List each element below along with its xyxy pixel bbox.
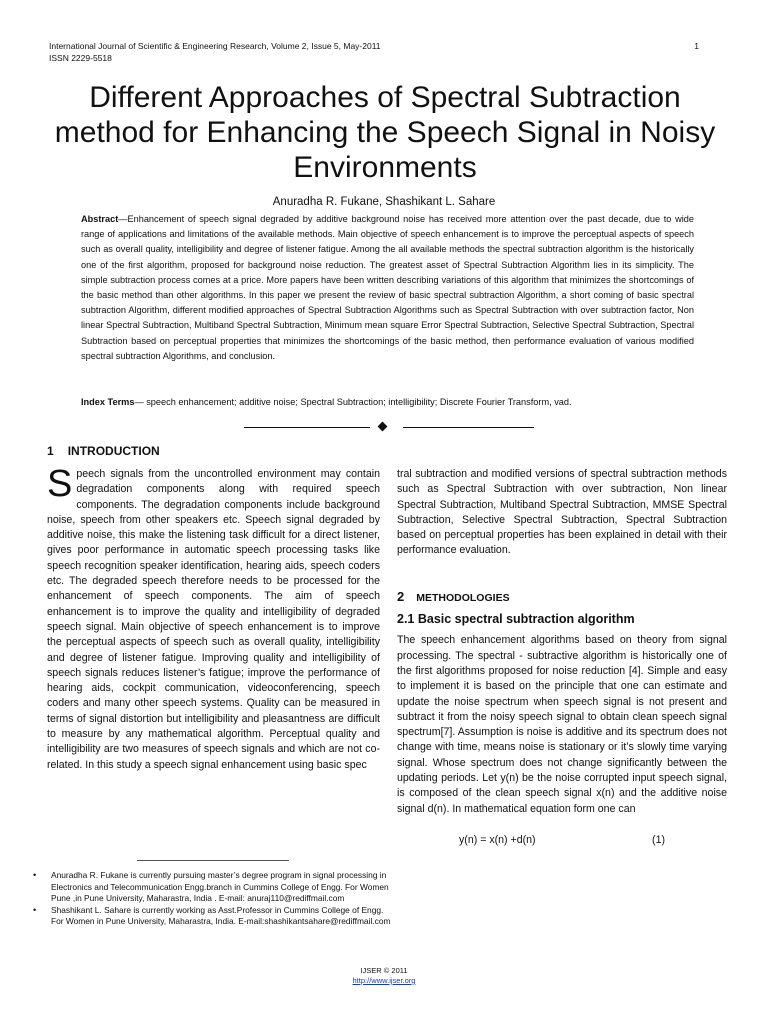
- section-number: 1: [47, 444, 54, 458]
- footnote-item: [33, 870, 393, 905]
- section-divider: [0, 422, 768, 434]
- abstract: [81, 212, 694, 364]
- journal-link[interactable]: http://www.ijser.org: [352, 976, 416, 985]
- abstract-text: —Enhancement of speech signal degraded by additive background noise has received more attention over the past decade, due to wide range of applications and limitations of the available methods. Main objective of speech enhancement is to improve the perceptual aspects of speech such as overall quality, intelligibility and degree of listener fatigue. Among the all available methods the spectral subtraction algorithm is the historically one of the first algorithm, proposed for background noise reduction. The greatest asset of Spectral Subtraction Algorithm lies in its simplicity. The simple subtraction process comes at a price. More papers have been written describing variations of this algorithm that minimizes the shortcomings of the basic method than other algorithms. In this paper we present the review of basic spectral subtraction Algorithm, a short coming of basic spectral subtraction Algorithm, different modified approaches of Spectral Subtraction Algorithms such as Spectral Subtraction with over subtraction factor, Non linear Spectral Subtraction, Multiband Spectral Subtraction, Minimum mean square Error Spectral Subtraction, Selective Spectral Subtraction, Spectral Subtraction based on perceptual properties that minimizes the shortcomings of the basic method, then performance evaluation of various modified spectral subtraction Algorithms, and conclusion.: [81, 214, 694, 361]
- section-title: METHODOLOGIES: [416, 591, 510, 604]
- subsection-heading: 2.1 Basic spectral subtraction algorithm: [397, 612, 635, 627]
- copyright: IJSER © 2011: [360, 966, 408, 975]
- left-column: [47, 463, 380, 773]
- index-terms: [81, 397, 701, 407]
- bullet-icon: •: [33, 904, 37, 915]
- section-heading-introduction: [47, 444, 160, 458]
- methodologies-paragraph: The speech enhancement algorithms based on theory from signal processing. The spectral - subtractive algorithm is historically one of the first algorithms proposed for noise reduction [4]. Simple and easy to implement it is based on the principle that one can estimate and update the noise spectrum when speech signal is not present and subtract it from the noisy speech signal to obtain clean speech signal spectrum[7]. Assumption is noise is additive and its spectrum does not change with time, means noise is stationary or it’s slowly time varying signal. Whose spectrum does not change significantly between the updating periods. Let y(n) be the noise corrupted input speech signal, is composed of the clean speech signal x(n) and the additive noise signal d(n). In mathematical equation form one can: [397, 634, 727, 815]
- diamond-icon: [378, 422, 388, 432]
- drop-cap: S: [47, 463, 73, 505]
- abstract-label: Abstract: [81, 214, 119, 224]
- equation: [397, 833, 727, 848]
- footnotes: [33, 870, 393, 928]
- page-footer: [0, 966, 768, 986]
- footnote-rule: [137, 860, 289, 861]
- index-terms-text: — speech enhancement; additive noise; Spectral Subtraction; intelligibility; Discrete Fourier Transform, vad.: [134, 397, 572, 407]
- section-number: 2: [397, 588, 405, 604]
- right-column: [397, 467, 727, 848]
- issn: ISSN 2229-5518: [49, 53, 112, 63]
- section-title-initial: I: [67, 444, 72, 458]
- introduction-continuation: tral subtraction and modified versions of spectral subtraction methods such as Spectral Subtraction with over subtraction, Non linear Spectral Subtraction, Multiband Spectral Subtraction, MMSE Spectral Subtraction, Selective Spectral Subtraction, Spectral Subtraction based on perceptual properties has been explained in detail with their performance evaluation.: [397, 468, 727, 557]
- introduction-paragraph: [47, 463, 380, 773]
- equation-body: y(n) = x(n) +d(n): [459, 833, 536, 846]
- index-terms-label: Index Terms: [81, 397, 135, 407]
- footnote-item: [33, 905, 393, 928]
- footnote-text: Shashikant L. Sahare is currently working as Asst.Professor in Cummins College of Engg. For Women in Pune University, Maharastra, India. E-mail:shashikantsahare@rediffmail.com: [51, 904, 391, 927]
- paper-title: Different Approaches of Spectral Subtraction method for Enhancing the Speech Signal in Noisy Environments: [54, 81, 716, 184]
- journal-name: International Journal of Scientific & Engineering Research, Volume 2, Issue 5, May-2011: [49, 41, 381, 51]
- author-line: Anuradha R. Fukane, Shashikant L. Sahare: [272, 196, 496, 208]
- footnote-text: Anuradha R. Fukane is currently pursuing master’s degree program in signal processing in Electronics and Telecommunication Engg.branch in Cummins College of Engg. For Women Pune ,in Pune University, Maharastra, India . E-mail: anuraj110@rediffmail.com: [51, 870, 389, 904]
- section-heading-methodologies: [397, 589, 727, 606]
- page-number: 1: [694, 41, 699, 51]
- bullet-icon: •: [33, 870, 37, 880]
- running-header: [49, 40, 699, 64]
- equation-number: (1): [652, 833, 665, 846]
- introduction-text: peech signals from the uncontrolled environment may contain degradation components along with required speech components. The degradation components include background noise, speech from other speakers etc. Speech signal degraded by additive noise, this make the listening task difficult for a direct listener, gives poor performance in automatic speech processing tasks like speech recognition speaker identification, hearing aids, speech coders etc. The degraded speech therefore needs to be processed for the enhancement of speech components. The aim of speech enhancement is to improve the quality and intelligibility of degraded speech signal. Main objective of speech enhancement is to improve the perceptual aspects of speech such as overall quality, intelligibility and degree of listener fatigue. Improving quality and intelligibility of speech signals reduces listener’s fatigue; improve the performance of hearing aids, cockpit communication, videoconferencing, speech coders and many other speech systems. Quality can be measured in terms of signal distortion but intelligibility and pleasantness are difficult to measure by any mathematical algorithm. Perceptual quality and intelligibility are two measures of speech signals and which are not co-related. In this study a speech signal enhancement using basic spec: [47, 468, 380, 771]
- section-title-rest: NTRODUCTION: [71, 444, 160, 458]
